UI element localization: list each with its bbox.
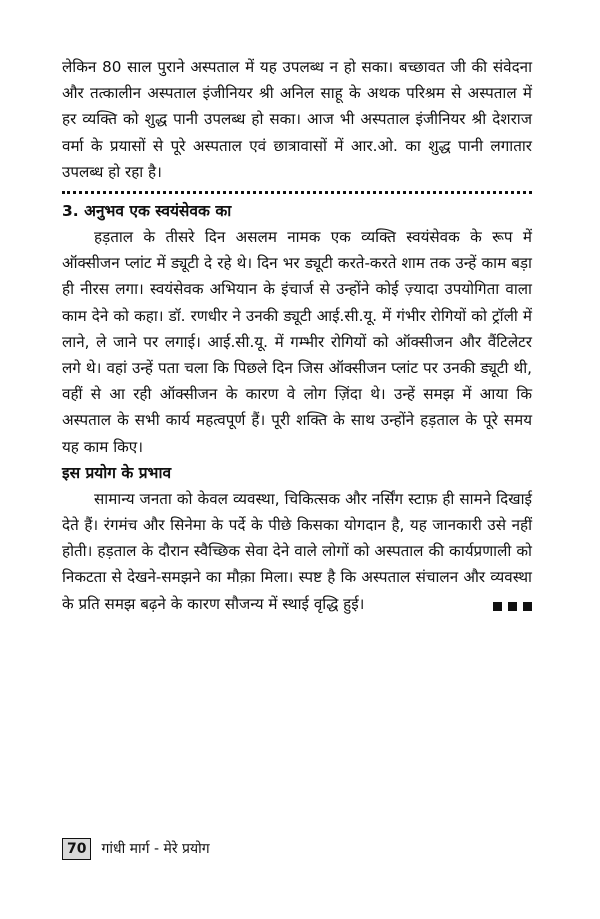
section-3-heading: 3. अनुभव एक स्वयंसेवक का [62, 202, 232, 221]
dotted-separator [62, 191, 532, 194]
page-footer [62, 838, 210, 860]
impact-heading: इस प्रयोग के प्रभाव [62, 463, 172, 482]
end-square-icon [493, 602, 502, 611]
page-number: 70 [62, 838, 91, 860]
book-title: गांधी मार्ग - मेरे प्रयोग [101, 841, 210, 857]
end-square-icon [523, 602, 532, 611]
end-square-icon [508, 602, 517, 611]
intro-paragraph: लेकिन 80 साल पुराने अस्पताल में यह उपलब्ध न हो सका। बच्छावत जी की संवेदना और तत्कालीन अस्पताल इंजीनियर श्री अनिल साहू के अथक परिश्रम से अस्पताल में हर व्यक्ति को शुद्ध पानी उपलब्ध हो सका। आज भी अस्पताल इंजीनियर श्री देशराज वर्मा के प्रयासों से पूरे अस्पताल एवं छात्रावासों में आर.ओ. का शुद्ध पानी लगातार उपलब्ध हो रहा है। [62, 58, 532, 181]
end-of-article-marker [493, 602, 532, 611]
impact-block [62, 486, 532, 617]
impact-paragraph: सामान्य जनता को केवल व्यवस्था, चिकित्सक और नर्सिंग स्टाफ़ ही सामने दिखाई देते हैं। रंगमंच और सिनेमा के पर्दे के पीछे किसका योगदान है, यह जानकारी उसे नहीं होती। हड़ताल के दौरान स्वैच्छिक सेवा देने वाले लोगों को अस्पताल की कार्यप्रणाली को निकटता से देखने-समझने का मौक़ा मिला। स्पष्ट है कि अस्पताल संचालन और व्यवस्था के प्रति समझ बढ़ने के कारण सौजन्य में स्थाई वृद्धि हुई। [62, 489, 532, 613]
section-3-paragraph: हड़ताल के तीसरे दिन असलम नामक एक व्यक्ति स्वयंसेवक के रूप में ऑक्सीजन प्लांट में ड्यूटी दे रहे थे। दिन भर ड्यूटी करते-करते शाम तक उन्हें काम बड़ा ही नीरस लगा। स्वयंसेवक अभियान के इंचार्ज से उन्होंने कोई ज़्यादा उपयोगिता वाला काम देने को कहा। डॉ. रणधीर ने उनकी ड्यूटी आई.सी.यू. में गंभीर रोगियों को ट्रॉली में लाने, ले जाने पर लगाई। आई.सी.यू. में गम्भीर रोगियों को ऑक्सीजन और वैंटिलेटर लगे थे। वहां उन्हें पता चला कि पिछले दिन जिस ऑक्सीजन प्लांट पर उनकी ड्यूटी थी, वहीं से आ रही ऑक्सीजन के कारण वे लोग ज़िंदा थे। उन्हें समझ में आया कि अस्पताल के सभी कार्य महत्वपूर्ण हैं। पूरी शक्ति के साथ उन्होंने हड़ताल के पूरे समय यह काम किए। [62, 228, 532, 456]
page-content [62, 54, 532, 617]
